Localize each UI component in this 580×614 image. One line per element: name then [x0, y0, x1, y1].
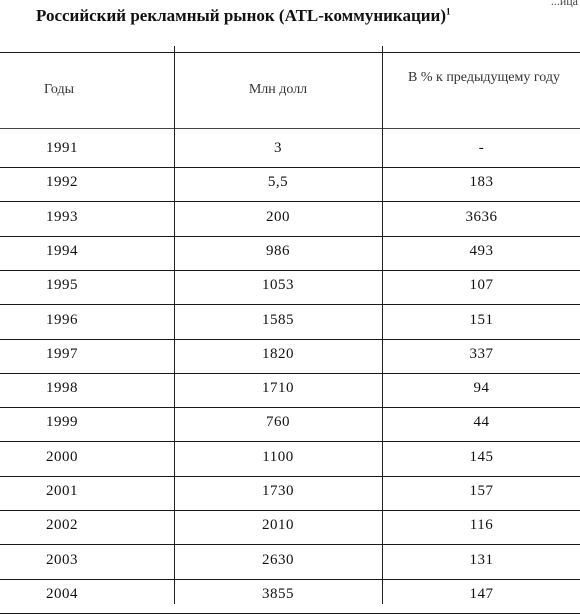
- table-row: [0, 167, 580, 197]
- cell-mln-usd: 3: [274, 140, 282, 156]
- cell-year: 1997: [46, 346, 78, 362]
- cell-percent: 157: [469, 483, 494, 499]
- cell-year: 1996: [46, 312, 78, 328]
- table-row: [0, 339, 580, 369]
- cell-year: 1995: [46, 277, 78, 293]
- table-row: [0, 373, 580, 403]
- cell-percent: 94: [473, 380, 490, 396]
- cell-percent: 44: [473, 414, 490, 430]
- cell-year: 2000: [46, 449, 78, 465]
- cell-percent: 151: [469, 312, 494, 328]
- cell-year: 1999: [46, 414, 78, 430]
- cell-year: 2002: [46, 517, 78, 533]
- cell-percent: 493: [469, 243, 494, 259]
- cell-year: 2001: [46, 483, 78, 499]
- page-corner-note: ...ица: [550, 0, 578, 8]
- table-row: [0, 476, 580, 506]
- title-text: Российский рекламный рынок (ATL-коммуникации): [36, 6, 447, 25]
- header-years: Годы: [44, 82, 74, 97]
- title-footnote-marker: 1: [446, 6, 451, 17]
- table-row: [0, 407, 580, 437]
- cell-mln-usd: 1053: [262, 277, 294, 293]
- table-row: [0, 442, 580, 472]
- cell-mln-usd: 986: [266, 243, 290, 259]
- cell-year: 1991: [46, 140, 78, 156]
- cell-mln-usd: 1585: [262, 312, 294, 328]
- cell-mln-usd: 2010: [262, 517, 294, 533]
- cell-percent: 183: [469, 174, 494, 190]
- cell-mln-usd: 1710: [262, 380, 294, 396]
- table-top-rule: [0, 52, 580, 53]
- cell-year: 1994: [46, 243, 78, 259]
- cell-percent: 147: [469, 586, 494, 602]
- header-bottom-rule: [0, 128, 580, 129]
- cell-year: 1992: [46, 174, 78, 190]
- cell-year: 2004: [46, 586, 78, 602]
- table-row: [0, 236, 580, 266]
- cell-percent: 107: [469, 277, 494, 293]
- cell-percent: 337: [469, 346, 494, 362]
- cell-year: 2003: [46, 552, 78, 568]
- table-row: [0, 202, 580, 232]
- cell-mln-usd: 3855: [262, 586, 294, 602]
- table-row: [0, 305, 580, 335]
- cell-mln-usd: 1820: [262, 346, 294, 362]
- cell-percent: 116: [469, 517, 494, 533]
- cell-percent: -: [478, 140, 485, 156]
- table-title: [36, 6, 451, 26]
- cell-mln-usd: 1100: [262, 449, 294, 465]
- cell-mln-usd: 5,5: [267, 174, 289, 190]
- cell-mln-usd: 200: [266, 209, 290, 225]
- table-row: [0, 545, 580, 575]
- header-percent-prev-year: В % к предыдущему году: [408, 70, 560, 85]
- cell-mln-usd: 760: [266, 414, 290, 430]
- cell-percent: 3636: [465, 209, 498, 225]
- table-row: [0, 270, 580, 300]
- cell-year: 1998: [46, 380, 78, 396]
- cell-percent: 131: [469, 552, 494, 568]
- cell-year: 1993: [46, 209, 78, 225]
- header-mln-usd: Млн долл: [248, 82, 308, 97]
- cell-mln-usd: 2630: [262, 552, 294, 568]
- table-row: [0, 133, 580, 163]
- cell-mln-usd: 1730: [262, 483, 294, 499]
- cell-percent: 145: [469, 449, 494, 465]
- table-row: [0, 510, 580, 540]
